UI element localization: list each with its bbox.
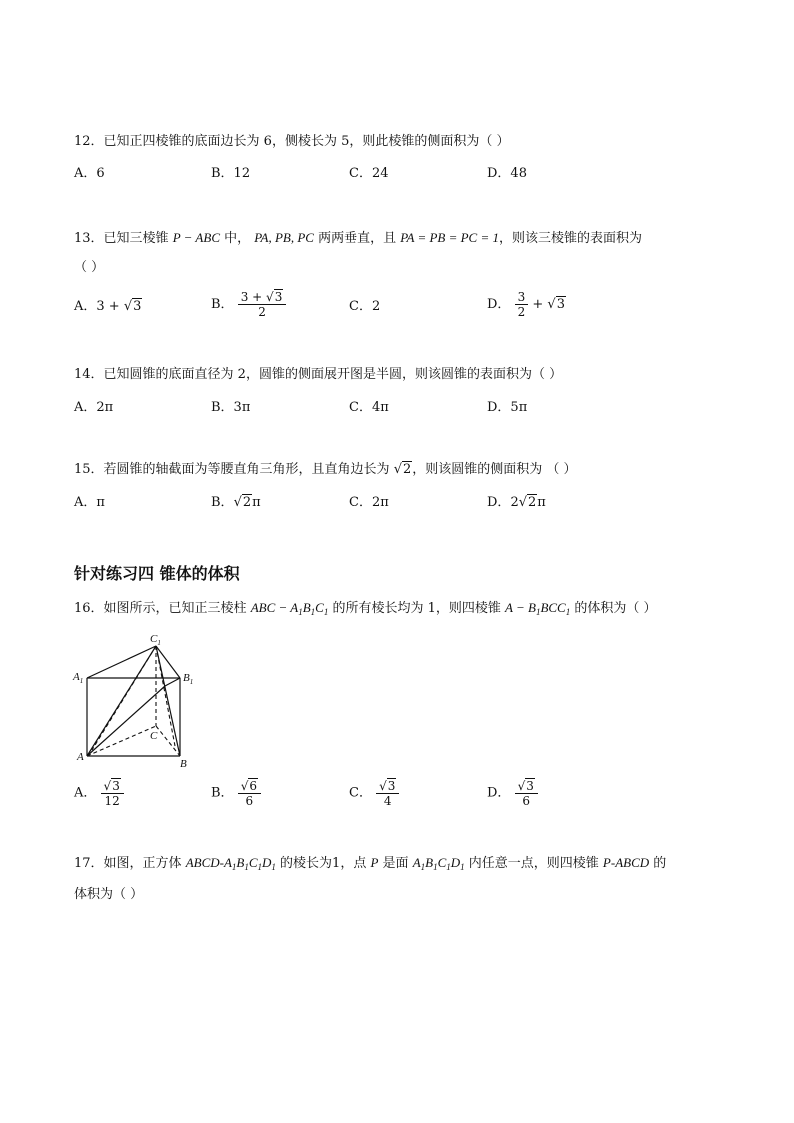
q13-option-b: B． $\frac{3 + √3}{2}$ <box>211 290 286 319</box>
q15-option-c: C．2π <box>349 495 389 510</box>
q16-option-b: B． $\frac{√6}{6}$ <box>211 779 261 808</box>
q13-suffix: ，则该三棱锥的表面积为 <box>499 231 643 246</box>
q13-answer-paren: （ ） <box>74 260 105 275</box>
question-15: 15．若圆锥的轴截面为等腰直角三角形，且直角边长为 √2，则该圆锥的侧面积为 （ ） <box>74 462 577 477</box>
q16-option-c: C． $\frac{√3}{4}$ <box>349 779 399 808</box>
edge-a-b1 <box>87 686 165 756</box>
question-12-text: 12．已知正四棱锥的底面边长为 6，侧棱长为 5，则此棱锥的侧面积为（ ） <box>74 134 510 149</box>
q12-option-d: D．48 <box>487 166 527 181</box>
edge-dashed-right <box>156 646 175 746</box>
cube-label: ABCD-$A_1B_1C_1D_1$ <box>185 855 276 872</box>
q14-option-c: C．4π <box>349 400 389 415</box>
label-a1: $A_1$ <box>73 671 84 685</box>
label-c1: $C_1$ <box>150 633 161 647</box>
question-12 <box>74 133 509 151</box>
question-13 <box>74 229 642 248</box>
question-17: 17．如图，正方体 ABCD-$A_1B_1C_1D_1$ 的棱长为1，点 P 是面 $A_1B_1C_1D_1$ 内任意一点，则四棱锥 P-ABCD 的 <box>74 855 667 872</box>
q13-option-a: A．3 + √3 <box>74 299 142 314</box>
q13-pyramid: P − ABC <box>172 230 220 245</box>
q17-line2: 体积为（ ） <box>74 887 144 902</box>
prism-label: ABC − $A_1B_1C_1$ <box>250 600 329 617</box>
question-14: 14．已知圆锥的底面直径为 2，圆锥的侧面展开图是半圆，则该圆锥的表面积为（ ） <box>74 367 563 382</box>
q14-option-a: A．2π <box>74 400 114 415</box>
face-label: $A_1B_1C_1D_1$ <box>412 855 465 872</box>
q16-option-d: D． $\frac{√3}{6}$ <box>487 779 538 808</box>
label-b: B <box>180 758 187 770</box>
q12-option-b: B．12 <box>211 166 251 181</box>
q14-option-b: B．3π <box>211 400 251 415</box>
edge-b1-join <box>165 678 180 686</box>
q16-option-a: A． $\frac{√3}{12}$ <box>74 779 124 808</box>
section-title: 针对练习四 锥体的体积 <box>74 564 240 583</box>
q15-option-b: B．√2π <box>211 495 261 510</box>
q13-edges: PA, PB, PC <box>254 230 314 245</box>
fraction: $\frac{3 + √3}{2}$ <box>238 290 287 319</box>
q13-mid2: 两两垂直，且 <box>313 231 401 246</box>
q13-option-d: D． $\frac{3}{2}$ + √3 <box>487 290 565 319</box>
label-c: C <box>150 730 158 742</box>
q15-option-d: D．2√2π <box>487 495 546 510</box>
label-b1: $B_1$ <box>183 672 194 686</box>
q13-option-c: C．2 <box>349 299 381 314</box>
q15-option-a: A．π <box>74 495 105 510</box>
edge-a-c <box>87 726 156 756</box>
prism-figure <box>70 628 210 773</box>
question-16: 16．如图所示，已知正三棱柱 ABC − $A_1B_1C_1$ 的所有棱长均为 1，则四棱锥 $A - B_1BCC_1$ 的体积为（ ） <box>74 600 657 617</box>
q12-option-a: A．6 <box>74 166 105 181</box>
pyramid-label: $A - B_1BCC_1$ <box>505 600 571 617</box>
sqrt-sign: √3 <box>123 299 142 314</box>
q13-mid1: 中， <box>219 231 255 246</box>
q13-equation: PA = PB = PC = 1 <box>400 230 500 245</box>
q12-option-c: C．24 <box>349 166 389 181</box>
fraction: $\frac{3}{2}$ <box>515 290 529 319</box>
sqrt-sign: √2 <box>393 462 412 477</box>
q14-option-d: D．5π <box>487 400 528 415</box>
label-a: A <box>77 751 84 763</box>
q13-prefix: 13．已知三棱锥 <box>74 231 173 246</box>
